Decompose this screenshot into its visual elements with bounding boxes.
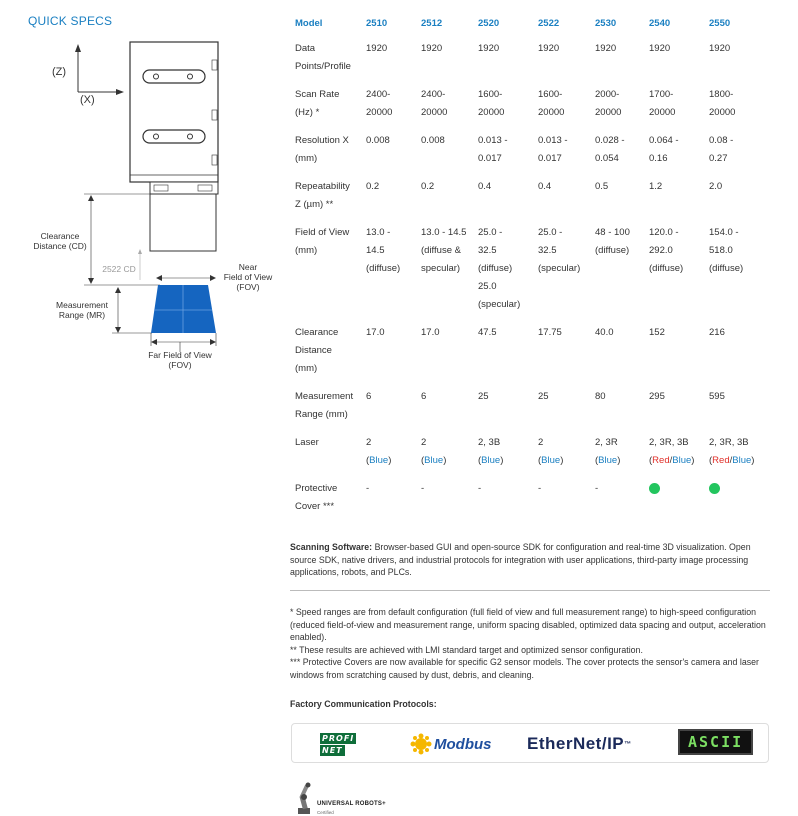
table-cell: 0.5 (595, 181, 609, 192)
table-header-row (290, 12, 769, 40)
table-cell: 40.0 (595, 327, 614, 338)
table-cell: 48 - 100 (diffuse) (595, 227, 630, 256)
table-cell: 1920 (595, 43, 617, 54)
table-cell: 1920 (709, 43, 731, 54)
profinet-logo: PROFI NET (322, 733, 355, 755)
model-header: 2550 (709, 18, 731, 29)
protocol-logos (291, 723, 769, 763)
table-cell: 216 (709, 327, 725, 338)
table-cell: 13.0 - 14.5 (diffuse) (366, 227, 401, 274)
table-cell: 47.5 (478, 327, 497, 338)
table-cell: 2400- 20000 (366, 89, 393, 118)
table-cell: 2400- 20000 (421, 89, 448, 118)
modbus-logo: Modbus (410, 730, 492, 758)
cd-value-label: 2522 CD (102, 264, 136, 274)
row-label: Data Points/Profile (295, 43, 351, 72)
model-header: Model (295, 18, 323, 29)
model-header: 2520 (478, 18, 500, 29)
row-label: Clearance Distance (mm) (295, 327, 339, 374)
measurement-range-label: Measurement Range (MR) (56, 300, 108, 320)
table-cell: 80 (595, 391, 606, 402)
table-cell: - (478, 483, 482, 494)
table-cell: 1.2 (649, 181, 663, 192)
table-cell: 2, 3B (Blue) (478, 437, 504, 466)
table-cell: 0.064 - 0.16 (649, 135, 679, 164)
row-label: Laser (295, 437, 319, 448)
table-cell: 0.013 - 0.017 (478, 135, 508, 164)
clearance-distance-label: Clearance Distance (CD) (33, 231, 87, 251)
table-cell: - (421, 483, 425, 494)
far-fov-label: Far Field of View (FOV) (148, 350, 212, 370)
ethernet-ip-logo: EtherNet/IP ™ (527, 734, 632, 753)
table-cell: 17.0 (421, 327, 440, 338)
sensor-drawing (0, 30, 270, 390)
row-label: Scan Rate (Hz) * (295, 89, 340, 118)
table-cell: 154.0 - 518.0 (diffuse) (709, 227, 744, 274)
z-axis-label: (Z) (52, 66, 67, 78)
table-cell: 1600- 20000 (478, 89, 505, 118)
table-cell: 2 (Blue) (366, 437, 392, 466)
table-cell: 6 (421, 391, 427, 402)
row-label: Resolution X (mm) (295, 135, 349, 164)
model-header: 2530 (595, 18, 617, 29)
table-cell: 2.0 (709, 181, 723, 192)
ascii-logo: ASCII (678, 729, 753, 755)
table-cell: 0.013 - 0.017 (538, 135, 568, 164)
table-cell: 0.08 - 0.27 (709, 135, 734, 164)
table-row (290, 434, 769, 480)
table-cell: 2 (Blue) (538, 437, 564, 466)
table-row (290, 224, 769, 324)
table-cell: 152 (649, 327, 665, 338)
table-cell: 1920 (366, 43, 388, 54)
table-cell: 0.2 (366, 181, 380, 192)
table-cell: 1920 (649, 43, 671, 54)
cover-available-dot (649, 483, 660, 494)
table-cell: 2 (Blue) (421, 437, 447, 466)
table-cell: 120.0 - 292.0 (diffuse) (649, 227, 684, 274)
table-cell: 25 (478, 391, 489, 402)
table-cell: - (595, 483, 599, 494)
table-cell: 0.028 - 0.054 (595, 135, 625, 164)
modbus-icon (410, 733, 432, 755)
table-cell: 17.75 (538, 327, 562, 338)
table-cell: 1600- 20000 (538, 89, 565, 118)
table-cell: 13.0 - 14.5 (diffuse & specular) (421, 227, 467, 274)
footnotes (290, 606, 772, 681)
table-cell: 2, 3R, 3B (Red/Blue) (709, 437, 755, 466)
model-header: 2510 (366, 18, 388, 29)
row-label: Measurement Range (mm) (295, 391, 354, 420)
protocols-title: Factory Communication Protocols: (290, 699, 437, 709)
table-cell: 0.4 (538, 181, 552, 192)
table-cell: 25.0 - 32.5 (specular) (538, 227, 581, 274)
row-label: Repeatability Z (µm) ** (295, 181, 350, 210)
row-label: Field of View (mm) (295, 227, 350, 256)
x-axis-label: (X) (80, 94, 95, 106)
sensor-diagram (0, 30, 273, 390)
table-cell: 1700- 20000 (649, 89, 676, 118)
table-cell: 1800- 20000 (709, 89, 736, 118)
row-label: Protective Cover *** (295, 483, 338, 512)
universal-robots-badge: UNIVERSAL ROBOTS+ Certified (290, 780, 410, 816)
table-cell: 295 (649, 391, 665, 402)
table-row (290, 132, 769, 178)
section-title: QUICK SPECS (28, 14, 113, 28)
table-cell: 2, 3R (Blue) (595, 437, 621, 466)
table-cell (649, 480, 709, 526)
table-cell: 1920 (538, 43, 560, 54)
table-cell: - (366, 483, 370, 494)
table-cell: 25.0 - 32.5 (diffuse) 25.0 (specular) (478, 227, 521, 310)
table-cell: 1920 (421, 43, 443, 54)
table-cell: 595 (709, 391, 725, 402)
table-cell: 0.2 (421, 181, 435, 192)
cover-available-dot (709, 483, 720, 494)
footnote: * Speed ranges are from default configuration (full field of view and full measurement range) to high-speed configuration (reduced field-of-view and measurement range, uniform spacing disabled, optimized data spacing and output, acceleration enabled). (290, 607, 766, 642)
table-cell: 0.008 (421, 135, 445, 146)
model-header: 2512 (421, 18, 443, 29)
table-cell: - (538, 483, 542, 494)
table-cell: 2000- 20000 (595, 89, 622, 118)
table-row (290, 324, 769, 388)
spec-table (290, 12, 769, 526)
table-cell: 25 (538, 391, 549, 402)
divider (290, 590, 770, 591)
near-fov-label: Near Field of View (FOV) (223, 262, 273, 292)
table-cell: 0.008 (366, 135, 390, 146)
table-row (290, 40, 769, 86)
table-row (290, 388, 769, 434)
footnote: ** These results are achieved with LMI standard target and optimized sensor configuration. (290, 644, 643, 655)
table-cell (709, 480, 769, 526)
table-cell: 2, 3R, 3B (Red/Blue) (649, 437, 695, 466)
table-cell: 6 (366, 391, 372, 402)
model-header: 2540 (649, 18, 671, 29)
model-header: 2522 (538, 18, 560, 29)
table-row (290, 480, 769, 526)
footnote: *** Protective Covers are now available for specific G2 sensor models. The cover protects the sensor's camera and laser windows from scratching caused by dust, debris, and cleaning. (290, 657, 759, 680)
table-row (290, 178, 769, 224)
scanning-software-note: Scanning Software: Browser-based GUI and open-source SDK for configuration and real-time 3D visualization. Open source SDK, native drivers, and industrial protocols for integration with user applications, third-party image processing applications, robots, and PLCs. (290, 542, 751, 577)
table-cell: 1920 (478, 43, 500, 54)
table-cell: 0.4 (478, 181, 492, 192)
table-cell: 17.0 (366, 327, 385, 338)
table-row (290, 86, 769, 132)
robot-arm-icon (290, 780, 316, 816)
